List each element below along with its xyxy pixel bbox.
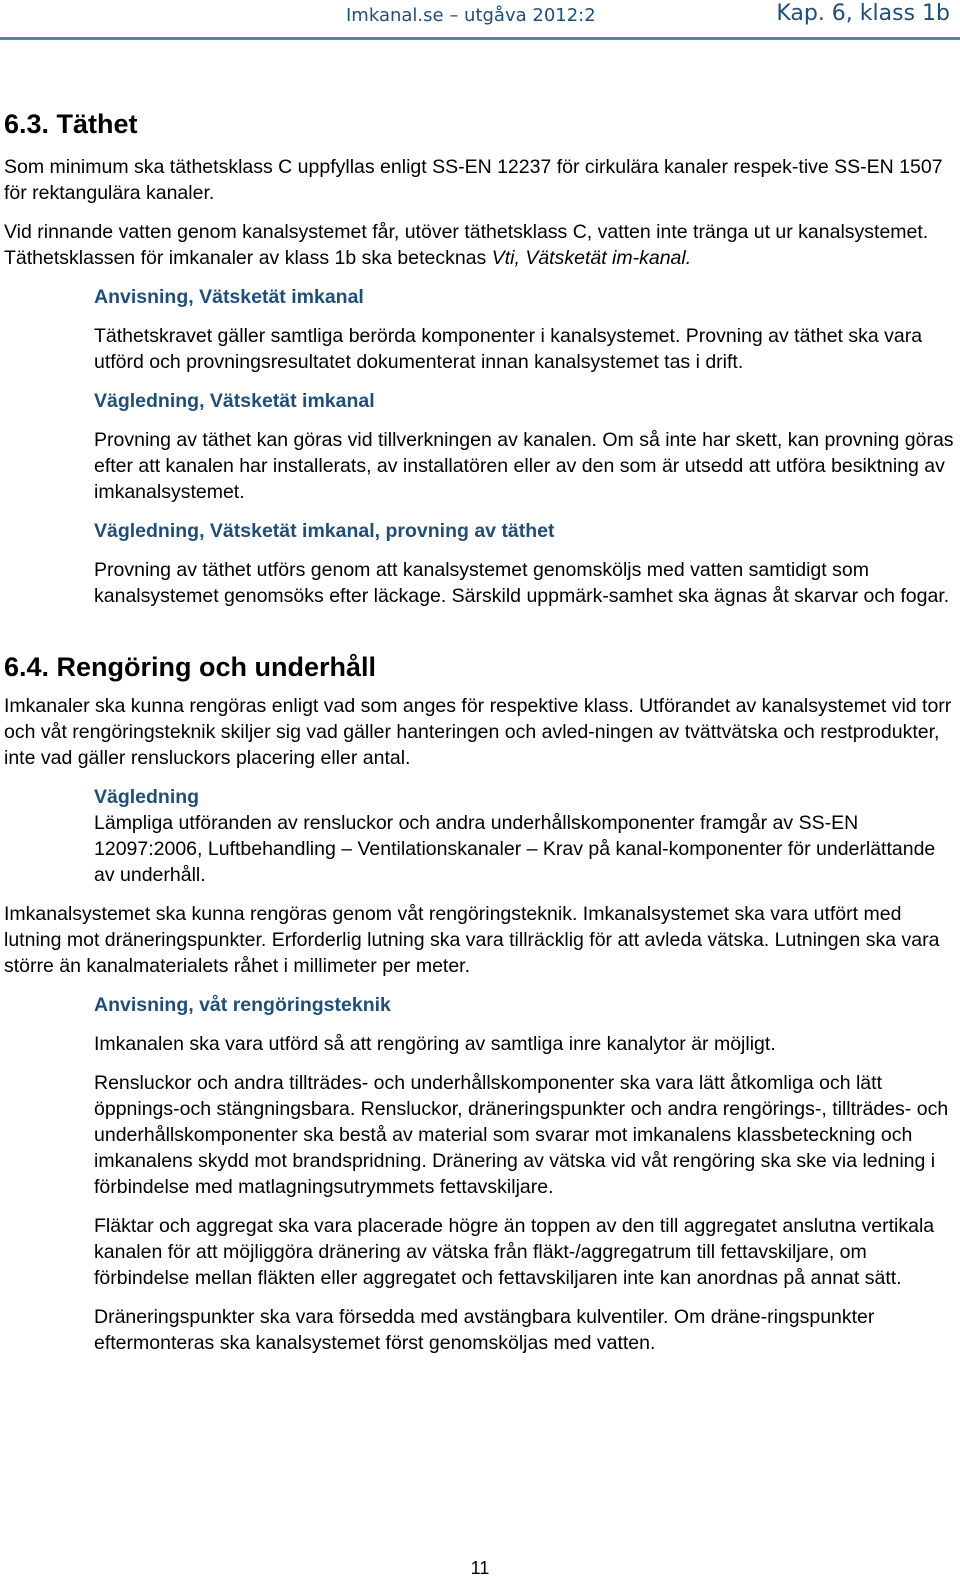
s63-class-designation: Vti, Vätsketät im-kanal. (491, 247, 692, 269)
header-rule (0, 37, 960, 40)
s64-paragraph-6: Fläktar och aggregat ska vara placerade högre än toppen av den till aggregatet anslutna vertikala kanalen för att möjliggöra dränering av vätska från fläkt-/aggregatrum till fettavskiljare, om förbindelse mellan fläkten eller aggregatet och fettavskiljaren inte kan anordnas på annat sätt. (94, 1215, 935, 1289)
header-chapter: Kap. 6, klass 1b (776, 1, 950, 26)
s63-paragraph-1: Som minimum ska täthetsklass C uppfyllas enligt SS-EN 12237 för cirkulära kanaler respek-tive SS-EN 1507 för rektangulära kanaler. (4, 156, 943, 204)
s63-heading-provning: Vägledning, Vätsketät imkanal, provning av täthet (94, 520, 555, 542)
s64-paragraph-4: Imkanalen ska vara utförd så att rengöring av samtliga inre kanalytor är möjligt. (94, 1033, 776, 1055)
s64-paragraph-5: Rensluckor och andra tillträdes- och underhållskomponenter ska vara lätt åtkomliga och lätt öppnings-och stängningsbara. Rensluckor, dräneringspunkter och andra rengörings-, tillträdes- och underhållskomponenter ska bestå av material som svarar mot imkanalens klassbeteckning och imkanalens skydd mot brandspridning. Dränering av vätska vid våt rengöring ska ske via ledning i förbindelse med matlagningsutrymmets fettavskiljare. (94, 1072, 949, 1198)
document-body (4, 106, 954, 1356)
header-publication: Imkanal.se – utgåva 2012:2 (346, 5, 596, 26)
s64-paragraph-2: Lämpliga utföranden av rensluckor och andra underhållskomponenter framgår av SS-EN 12097:2006, Luftbehandling – Ventilationskanaler – Krav på kanal-komponenter för underlättande av underhåll. (94, 812, 936, 886)
s64-heading-vagledning: Vägledning (94, 786, 200, 808)
s63-heading-vagledning: Vägledning, Vätsketät imkanal (94, 390, 375, 412)
s64-paragraph-7: Dräneringspunkter ska vara försedda med avstängbara kulventiler. Om dräne-ringspunkter eftermonteras ska kanalsystemet först genomsköljas med vatten. (94, 1306, 875, 1354)
section-6-3-title: 6.3. Täthet (4, 109, 138, 139)
s63-paragraph-5: Provning av täthet utförs genom att kanalsystemet genomsköljs med vatten samtidigt som kanalsystemet genomsöks efter läckage. Särskild uppmärk-samhet ska ägnas åt skarvar och fogar. (94, 559, 950, 607)
s63-paragraph-4: Provning av täthet kan göras vid tillverkningen av kanalen. Om så inte har skett, kan provning göras efter att kanalen har installerats, av installatören eller av den som är utsedd att utföra besiktning av imkanalsystemet. (94, 429, 954, 503)
s63-heading-anvisning: Anvisning, Vätsketät imkanal (94, 286, 364, 308)
s63-paragraph-2-text: Vid rinnande vatten genom kanalsystemet får, utöver täthetsklass C, vatten inte tränga ut ur kanalsystemet. Täthetsklassen för imkanaler av klass 1b ska betecknas (4, 221, 929, 269)
s63-paragraph-3: Täthetskravet gäller samtliga berörda komponenter i kanalsystemet. Provning av täthet ska vara utförd och provningsresultatet dokumenterat innan kanalsystemet tas i drift. (94, 325, 923, 373)
page-number: 11 (470, 1558, 490, 1578)
s64-heading-anvisning: Anvisning, våt rengöringsteknik (94, 994, 391, 1016)
s64-paragraph-1: Imkanaler ska kunna rengöras enligt vad som anges för respektive klass. Utförandet av kanalsystemet vid torr och våt rengöringsteknik skiljer sig vad gäller hanteringen och avled-ningen av tvättvätska och restprodukter, inte vad gäller rensluckors placering eller antal. (4, 695, 952, 769)
page-header (0, 0, 960, 40)
s64-paragraph-3: Imkanalsystemet ska kunna rengöras genom våt rengöringsteknik. Imkanalsystemet ska vara utfört med lutning mot dräneringspunkter. Erforderlig lutning ska vara tillräcklig för att avleda vätska. Lutningen ska vara större än kanalmaterialets råhet i millimeter per meter. (4, 903, 940, 977)
section-6-4-title: 6.4. Rengöring och underhåll (4, 652, 377, 682)
s63-paragraph-2 (4, 219, 954, 271)
